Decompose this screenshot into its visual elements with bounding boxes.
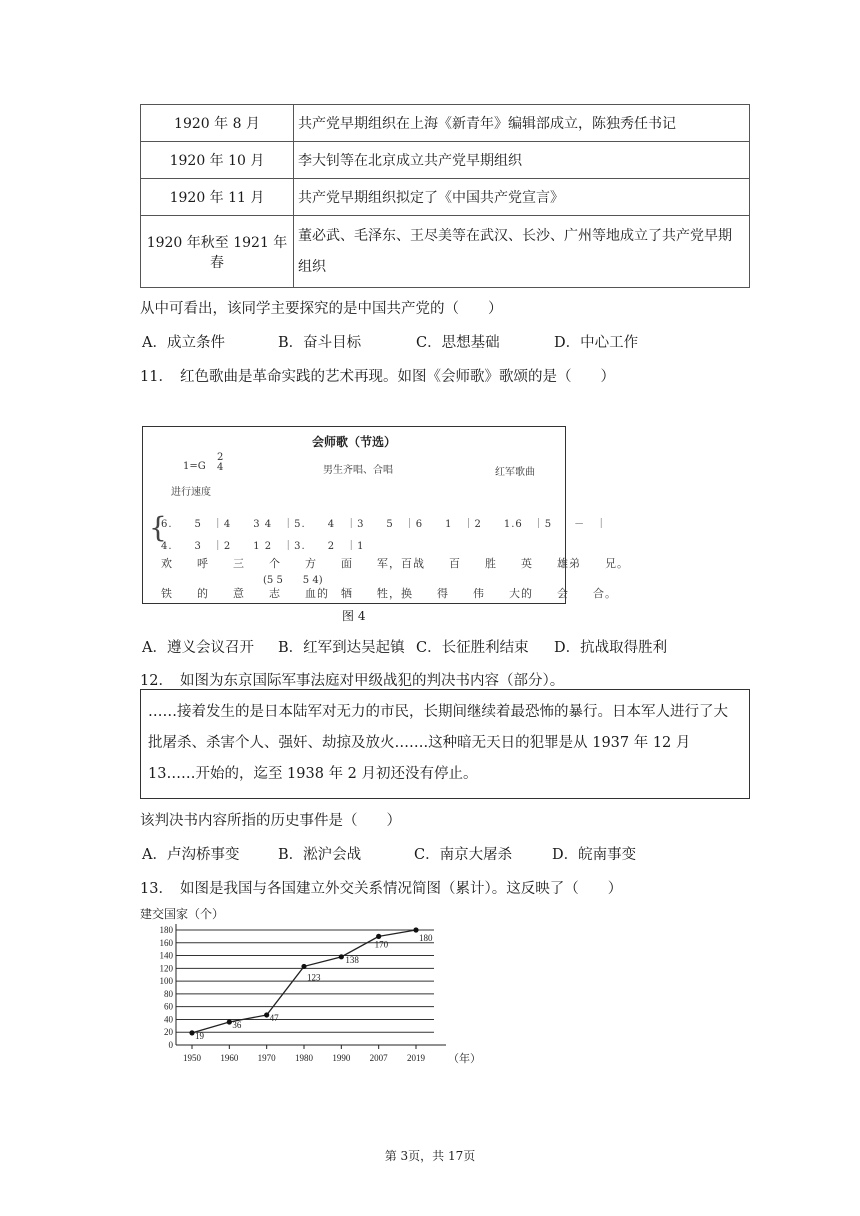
question-number: 12． [140, 673, 173, 689]
question-number: 13． [140, 881, 173, 897]
y-tick-label: 160 [159, 937, 173, 948]
x-tick-label: 2019 [407, 1053, 425, 1063]
data-point [227, 1019, 232, 1024]
time-top: 2 [217, 452, 224, 463]
data-label: 36 [232, 1020, 242, 1030]
data-point [301, 964, 306, 969]
q13-stem: 如图是我国与各国建立外交关系情况简图（累计）。这反映了（ ） [180, 881, 623, 897]
table-row [141, 179, 750, 216]
table-row [141, 216, 750, 288]
notes-mid: (5 5 5 4) [263, 575, 323, 586]
option-b[interactable]: B．淞沪会战 [278, 847, 362, 863]
song-key: 1=G [183, 461, 206, 472]
option-d[interactable]: D．皖南事变 [552, 847, 637, 863]
y-tick-label: 60 [164, 1001, 173, 1012]
option-b[interactable]: B．奋斗目标 [278, 335, 362, 351]
song-attribution: 红军歌曲 [495, 467, 535, 478]
timeline-table [140, 104, 750, 288]
time-bottom: 4 [217, 462, 224, 473]
option-a[interactable]: A．成立条件 [142, 335, 225, 351]
data-label: 138 [345, 954, 359, 965]
y-tick-label: 80 [164, 988, 173, 999]
data-label: 47 [269, 1012, 279, 1023]
y-tick-label: 0 [168, 1040, 173, 1050]
y-tick-label: 120 [159, 963, 173, 974]
data-label: 19 [195, 1030, 204, 1041]
notes-lower: 4. 3 ｜2 1 2 ｜3. 2 ｜1 [161, 541, 365, 552]
date-cell: 1920 年 10 月 [141, 142, 294, 179]
option-c[interactable]: C．思想基础 [416, 335, 500, 351]
q12-options [142, 843, 636, 864]
q10-options [142, 331, 638, 352]
event-cell: 共产党早期组织拟定了《中国共产党宣言》 [294, 179, 750, 216]
data-label: 180 [419, 933, 433, 943]
y-axis-label: 建交国家（个） [140, 907, 225, 921]
tempo-marking: 进行速度 [171, 487, 211, 498]
option-a[interactable]: A．遵义会议召开 [142, 640, 254, 656]
option-d[interactable]: D．中心工作 [554, 335, 639, 351]
event-cell: 李大钊等在北京成立共产党早期组织 [294, 142, 750, 179]
x-tick-label: 2007 [369, 1053, 388, 1063]
data-label: 170 [374, 939, 389, 950]
y-tick-label: 180 [159, 925, 173, 935]
figure-caption: 图 4 [342, 609, 366, 623]
option-c[interactable]: C．长征胜利结束 [416, 640, 529, 656]
option-c[interactable]: C．南京大屠杀 [414, 847, 513, 863]
q11-stem: 红色歌曲是革命实践的艺术再现。如图《会师歌》歌颂的是（ ） [180, 369, 615, 385]
judgment-quote-box: ……接着发生的是日本陆军对无力的市民，长期间继续着最恐怖的暴行。日本军人进行了大批屠杀、杀害个人、强奸、劫掠及放火…….这种暗无天日的犯罪是从 1937 年 12 月 13……开始的，迄至 1938 年 2 月初还没有停止。 [140, 689, 750, 799]
page-footer: 第 3页，共 17页 [384, 1149, 476, 1163]
data-point [413, 927, 418, 932]
y-tick-label: 100 [159, 976, 173, 987]
date-cell: 1920 年 11 月 [141, 179, 294, 216]
data-point [339, 954, 344, 959]
option-b[interactable]: B．红军到达吴起镇 [278, 640, 405, 656]
q13-line [140, 877, 622, 898]
q12-question: 该判决书内容所指的历史事件是（ ） [140, 813, 401, 829]
q11-line [140, 365, 615, 386]
question-number: 11． [140, 369, 173, 385]
q11-options [142, 636, 667, 657]
time-signature [217, 453, 223, 473]
event-cell: 共产党早期组织在上海《新青年》编辑部成立，陈独秀任书记 [294, 105, 750, 142]
date-cell: 1920 年秋至 1921 年春 [141, 216, 294, 288]
x-tick-label: 1980 [295, 1053, 313, 1063]
y-tick-label: 40 [164, 1014, 173, 1025]
data-point [264, 1012, 269, 1017]
data-point [189, 1030, 194, 1035]
song-score-figure [142, 426, 629, 604]
data-point [376, 934, 381, 939]
performance-note: 男生齐唱、合唱 [323, 465, 393, 476]
data-label: 123 [307, 972, 321, 983]
song-title: 会师歌（节选） [311, 435, 396, 449]
q10-stem: 从中可看出，该同学主要探究的是中国共产党的（ ） [140, 301, 503, 317]
event-cell: 董必武、毛泽东、王尽美等在武汉、长沙、广州等地成立了共产党早期组织 [294, 216, 750, 288]
x-axis-label: （年） [448, 1053, 481, 1065]
lyrics-line-1: 欢 呼 三 个 方 面 军，百战 百 胜 英 雄弟 兄。 [161, 557, 629, 570]
option-d[interactable]: D．抗战取得胜利 [554, 640, 668, 656]
table-row [141, 142, 750, 179]
x-tick-label: 1950 [183, 1053, 201, 1063]
q12-line [140, 669, 564, 690]
x-tick-label: 1990 [332, 1053, 351, 1063]
x-tick-label: 1970 [257, 1053, 276, 1063]
diplomatic-relations-chart [140, 902, 481, 1082]
x-tick-label: 1960 [220, 1053, 239, 1063]
table-row [141, 105, 750, 142]
notes-upper: 6. 5 ｜4 3 4 ｜5. 4 ｜3 5 ｜6 1 ｜2 1.6 ｜5 － ｜ [161, 519, 608, 530]
option-a[interactable]: A．卢沟桥事变 [142, 847, 240, 863]
lyrics-line-2: 铁 的 意 志 血的 牺 牲，换 得 伟 大的 会 合。 [161, 587, 617, 600]
date-cell: 1920 年 8 月 [141, 105, 294, 142]
brace-icon: { [149, 511, 167, 544]
y-tick-label: 140 [159, 950, 173, 961]
y-tick-label: 20 [164, 1027, 173, 1038]
q12-stem: 如图为东京国际军事法庭对甲级战犯的判决书内容（部分）。 [180, 673, 565, 689]
